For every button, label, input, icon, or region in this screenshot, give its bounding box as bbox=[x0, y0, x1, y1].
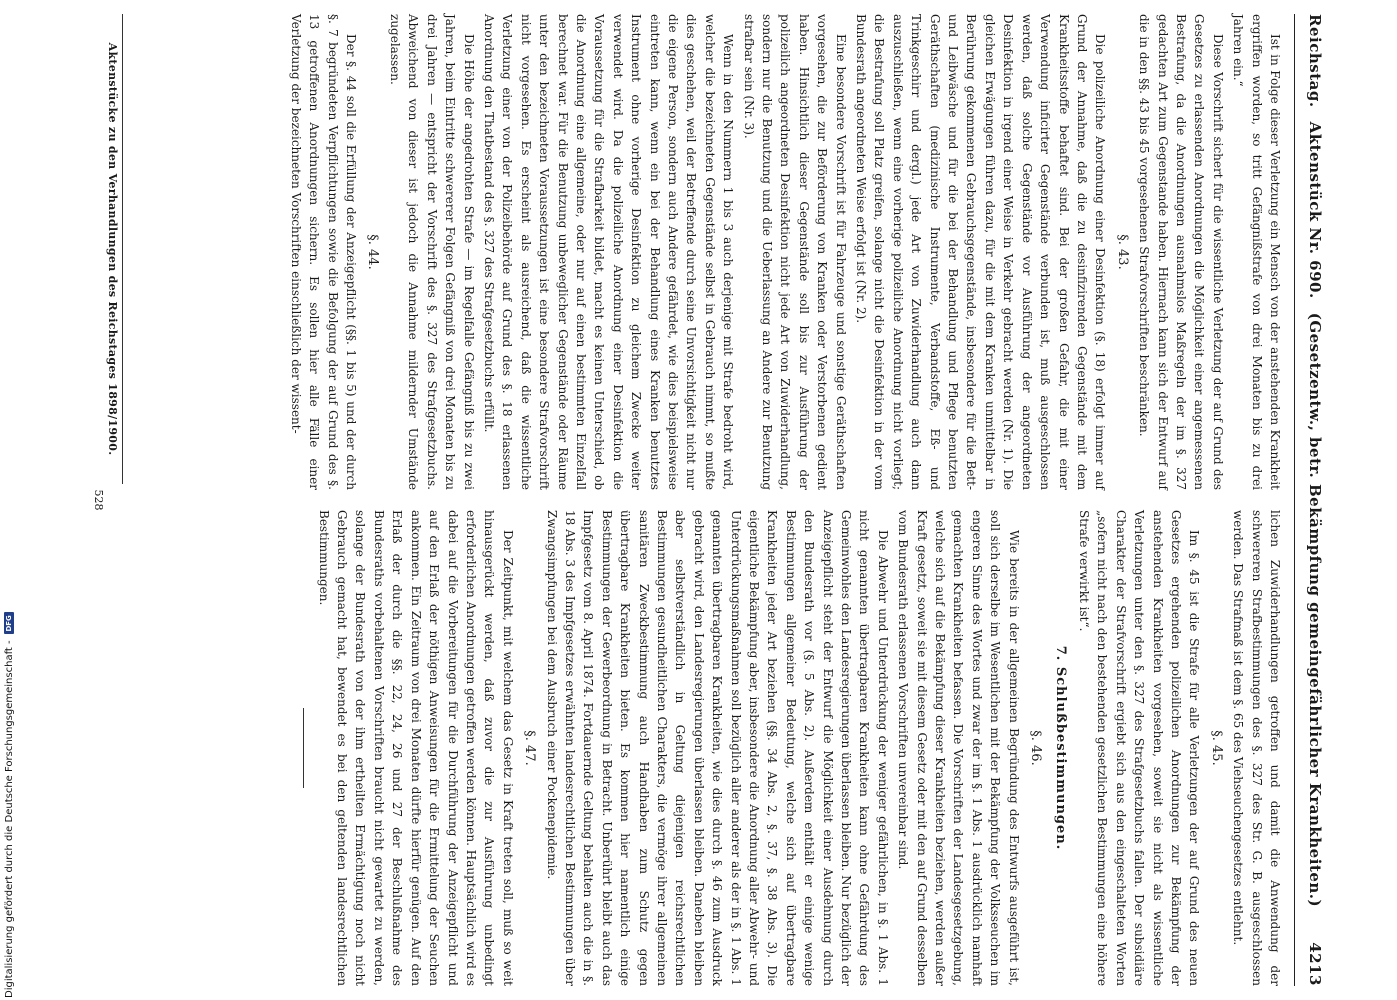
paragraph: Diese Vorschrift sichert für die wissentliche Verletzung der auf Grund des Gesetzes zu erlassenden Anordnungen die Möglichkeit einer angemessenen Bestrafung, da die Anordnungen ausnahmslos Maßregeln der im §. 327 gedachten Art zum Gegenstande haben. Hiernach kann sich der Entwurf auf die in den §§. 43 bis 45 vorgesehenen Strafvorschriften beschränken. bbox=[1137, 14, 1225, 490]
paragraph: Im §. 45 ist die Strafe für alle Verletzungen der auf Grund des neuen Gesetzes ergehenden polizeilichen Anordnungen zur Bekämpfung der anstehenden Krankheiten vorgesehen, soweit sie nicht als wissentliche Verletzungen unter den §. 327 des Strafgesetzbuchs fallen. Der subsidiäre Charakter der Strafvorschrift ergiebt sich aus den eingeschalteten Worten „sofern nicht nach den bestehenden gesetzlichen Bestimmungen eine höhere Strafe verwirkt ist“. bbox=[1076, 510, 1202, 986]
paragraph: Eine besondere Vorschrift ist für Fahrzeuge und sonstige Geräthschaften vorgesehen, die zur Beförderung von Kranken oder Verstorbenen gedient haben. Hinsichtlich dieser Gegenstände soll bis zur Ausführung der polizeilich angeordneten Desinfektion nicht jede Art von Zuwiderhandlung, sondern nur die Benutzung und die Ueberlassung an Andere zur Benutzung strafbar sein (Nr. 3). bbox=[741, 14, 848, 490]
paragraph: Der Zeitpunkt, mit welchem das Gesetz in Kraft treten soll, muß so weit hinausgerückt werden, daß zuvor die zur Ausführung unbedingt erforderlichen Anordnungen getroffen werden können. Hauptsächlich wird es dabei auf die Vorbereitungen für die Durchführung der Anzeigepflicht und auf den Erlaß der nöthigen Anweisungen für die Ermittelung der Seuchen ankommen. Ein Zeitraum von drei Monaten dürfte hierfür genügen. Auf den Erlaß der durch die §§. 22, 24, 26 und 27 der Beschlußnahme des Bundesraths vorbehaltenen Vorschriften braucht nicht gewartet zu werden, solange der Bundesrath von der ihm ertheilten Ermächtigung noch nicht Gebrauch gemacht hat, bewendet es bei den geltenden landesrechtlichen Bestimmungen. bbox=[316, 510, 515, 986]
footer-line: Aktenstücke zu den Verhandlungen des Reichstages 1898/1900. bbox=[106, 14, 123, 484]
divider bbox=[303, 708, 304, 788]
section-heading: §. 46. bbox=[1028, 730, 1044, 766]
paragraph: Der §. 44 soll die Erfüllung der Anzeigepflicht (§§. 1 bis 5) und der durch §. 7 begründeten Verpflichtungen sowie die Befolgung der auf Grund des §. 13 getroffenen Anordnungen sichern. Es sollen hier alle Fälle einer Verletzung der bezeichneten Vorschriften einschließlich der wissent- bbox=[288, 14, 359, 490]
section-heading: §. 45. bbox=[1208, 730, 1224, 766]
digitization-credit bbox=[2, 0, 16, 998]
paragraph: Ist in Folge dieser Verletzung ein Mensch von der anstehenden Krankheit ergriffen worden, so tritt Gefängnißstrafe von drei Monaten bis zu drei Jahren ein.“ bbox=[1231, 14, 1282, 490]
section-heading: §. 43. bbox=[1114, 234, 1130, 270]
page-header bbox=[1294, 14, 1335, 986]
section-heading: §. 47. bbox=[522, 730, 538, 766]
scanned-page bbox=[65, 0, 1335, 1000]
paragraph: Wie bereits in der allgemeinen Begründung des Entwurfs ausgeführt ist, soll sich derselbe im Wesentlichen mit der Bekämpfung der Volksseuchen im engeren Sinne des Wortes und zwar der im §. 1 Abs. 1 ausdrücklich namhaft gemachten Krankheiten befassen. Die Vorschriften der Landesgesetzgebung, welche sich auf die Bekämpfung dieser Krankheiten beziehen, werden außer Kraft gesetzt, soweit sie mit diesem Gesetz oder mit den auf Grund desselben vom Bundesrath erlassenen Vorschriften unvereinbar sind. bbox=[896, 510, 1021, 986]
document-number: Aktenstück Nr. 690. bbox=[1306, 121, 1324, 299]
paragraph: Wenn in den Nummern 1 bis 3 auch derjenige mit Strafe bedroht wird, welcher die bezeichneten Gegenstände selbst in Gebrauch nimmt, so mußte dies geschehen, weil der Betreffende durch seine Unvorsichtigkeit nicht nur die eigene Person, sondern auch Andere gefährdet, wie dies beispielsweise eintreten kann, wenn ein bei der Behandlung eines Kranken benutztes Instrument ohne vorherige Desinfektion zu gleichem Zwecke weiter verwendet wird. Da die polizeiliche Anordnung einer Desinfektion die Voraussetzung für die Strafbarkeit bildet, macht es keinen Unterschied, ob die Anordnung eine allgemeine, oder nur auf einen bestimmten Einzelfall berechnet war. Für die Benutzung unbeweglicher Gegenstände oder Räume unter den bezeichneten Voraussetzungen ist eine besondere Strafvorschrift nicht vorgesehen. Es erscheint als ausreichend, daß die wissentliche Verletzung einer von der Polizeibehörde auf Grund des §. 18 erlassenen Anordnung den Thatbestand des §. 327 des Strafgesetzbuchs erfüllt. bbox=[481, 14, 736, 490]
paragraph: Die polizeiliche Anordnung einer Desinfektion (§. 18) erfolgt immer auf Grund der Annahme, daß die zu desinfizirenden Gegenstände mit dem Krankheitsstoffe behaftet sind. Bei der großen Gefahr, die mit einer Verwendung inficirter Gegenstände verbunden ist, muß ausgeschlossen werden, daß solche Gegenstände vor Ausführung der angeordneten Desinfektion in irgend einer Weise in Verkehr gebracht werden (Nr. 1). Die gleichen Erwägungen führen dazu, für die mit dem Kranken unmittelbar in Berührung gekommenen Gebrauchsgegenstände, insbesondere für die Bett- und Leibwäsche und für die bei der Behandlung und Pflege benutzten Geräthschaften (medizinische Instrumente, Verbandstoffe, Eß- und Trinkgeschirr und dergl.) jede Art von Zuwiderhandlung auch dann auszuschließen, wenn eine vorherige polizeiliche Anordnung nicht vorliegt; die Bestrafung soll Platz greifen, solange nicht die Desinfektion in der vom Bundesrath angeordneten Weise erfolgt ist (Nr. 2). bbox=[854, 14, 1108, 490]
section-heading: §. 44. bbox=[365, 234, 381, 270]
credit-text: Digitalisierung gefördert durch die Deutsche Forschungsgemeinschaft - bbox=[3, 640, 15, 998]
paragraph: Die Höhe der angedrohten Strafe — im Regelfalle Gefängniß bis zu zwei Jahren, beim Eintritte schwererer Folgen Gefängniß von drei Monaten bis zu drei Jahren — entspricht der Vorschrift des §. 327 des Strafgesetzbuchs. Abweichend von dieser ist jedoch die Annahme mildernder Umstände zugelassen. bbox=[387, 14, 476, 490]
paragraph: lichen Zuwiderhandlungen getroffen und damit die Anwendung der schwereren Strafbestimmungen des §. 327 des Str. G. B. ausgeschlossen werden. Das Strafmaß ist dem §. 65 des Viehseuchengesetzes entlehnt. bbox=[1231, 510, 1282, 986]
paragraph: Die Abwehr und Unterdrückung der weniger gefährlichen, in §. 1 Abs. 1 nicht genannten übertragbaren Krankheiten kann ohne Gefährdung des Gemeinwohles den Landesregierungen überlassen bleiben. Nur bezüglich der Anzeigepflicht steht der Entwurf die Möglichkeit einer Ausdehnung durch den Bundesrath vor (§. 5 Abs. 2). Außerdem enthält er einige wenige Bestimmungen allgemeiner Bedeutung, welche sich auf übertragbare Krankheiten jeder Art beziehen (§§. 34 Abs. 2, §. 37, §. 38 Abs. 3). Die eigentliche Bekämpfung aber, insbesondere die Anordnung aller Abwehr- und Unterdrückungsmaßnahmen soll bezüglich aller anderer als der in §. 1 Abs. 1 genannten übertragbaren Krankheiten, wie dies durch §. 46 zum Ausdruck gebracht wird, den Landesregierungen überlassen bleiben. Daneben bleiben aber selbstverständlich in Geltung diejenigen reichsrechtlichen Bestimmungen gesundheitlichen Charakters, die vermöge ihrer allgemeinen sanitären Zweckbestimmung auch Handhaben zum Schutz gegen übertragbare Krankheiten bieten. Es kommen hier namentlich einige Bestimmungen der Gewerbeordnung in Betracht. Unberührt bleibt auch das Impfgesetz vom 8. April 1874. Fortdauernde Geltung behalten auch die in §. 18 Abs. 3 des Impfgesetzes erwähnten landesrechtlichen Bestimmungen über Zwangsimpfungen bei dem Ausbruch einer Pockenepidemie. bbox=[544, 510, 890, 986]
page-number-top: 4213 bbox=[1306, 942, 1324, 986]
document-subject: (Gesetzentw., betr. Bekämpfung gemeingefährlicher Krankheiten.) bbox=[1306, 312, 1324, 908]
journal-title: Reichstag. bbox=[1306, 14, 1324, 108]
page-number-bottom: 528 bbox=[92, 489, 105, 511]
chapter-heading: 7. Schlußbestimmungen. bbox=[1052, 645, 1068, 851]
right-column bbox=[284, 510, 1284, 986]
left-column bbox=[284, 14, 1284, 490]
dfg-logo-icon: DFG bbox=[4, 612, 14, 634]
